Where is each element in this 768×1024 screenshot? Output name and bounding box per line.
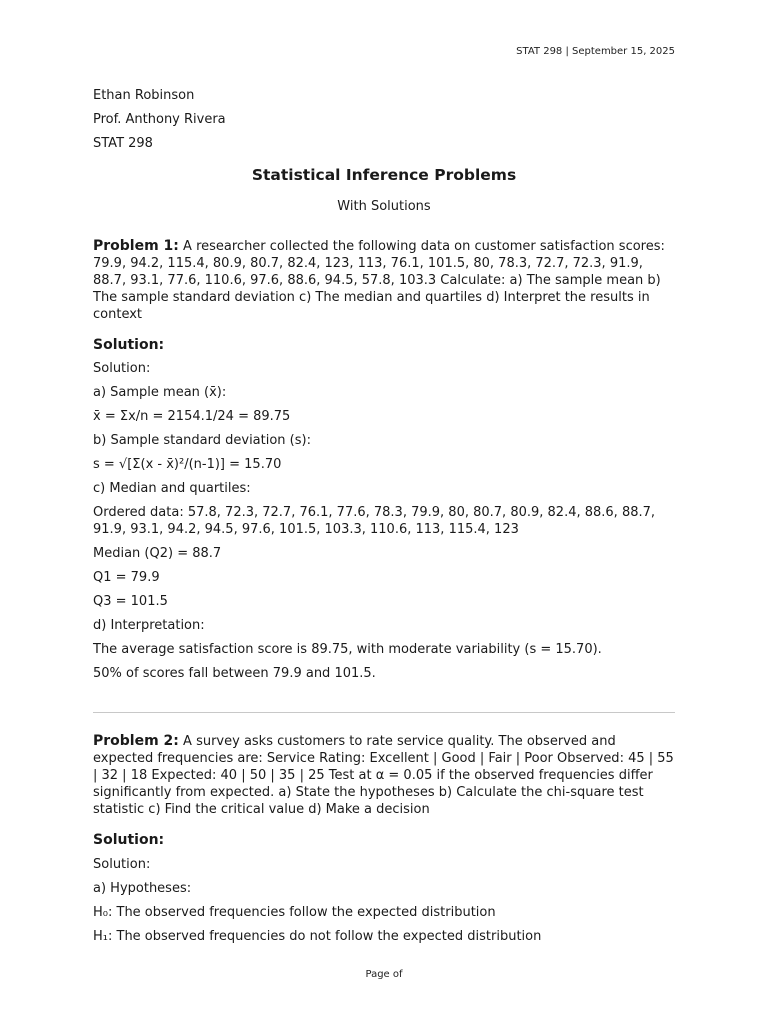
solution-line: a) Sample mean (x̄): [93,385,227,400]
solution-line: d) Interpretation: [93,617,205,633]
problem-1-solution-heading: Solution: [93,336,165,353]
course-name: STAT 298 [93,136,153,151]
problem-1-label: Problem 1: [93,237,179,254]
problem-2-text: A survey asks customers to rate service quality. The observed and expected frequencies are: Service Rating: Excellent | Good | Fair | Poor Observed: 45 | 55 | 32 | 18 Expected: 40 | 50 | 35 | 25 Test at α = 0.05 if the observed frequencies differ significantly from expected. a) State the hypotheses b) Calculate the chi-square test statistic c) Find the critical value d) Make a decision [93,734,674,817]
solution-line: H₀: The observed frequencies follow the expected distribution [93,904,496,920]
problem-2-label: Problem 2: [93,733,179,749]
solution-line: Solution: [93,361,151,376]
solution-line: Ordered data: 57.8, 72.3, 72.7, 76.1, 77.6, 78.3, 79.9, 80, 80.7, 80.9, 82.4, 88.6, 88.7, 91.9, 93.1, 94.2, 94.5, 97.6, 101.5, 103.3, 110.6, 113, 115.4, 123 [93,505,656,537]
solution-line: Q3 = 101.5 [93,593,168,609]
document-title: Statistical Inference Problems [251,165,517,184]
solution-line: The average satisfaction score is 89.75, with moderate variability (s = 15.70). [93,641,602,657]
problem-1-statement [93,238,675,323]
solution-line: a) Hypotheses: [93,880,192,896]
problem-2-statement [93,733,675,818]
document-subtitle: With Solutions [337,199,431,214]
solution-line: Solution: [93,856,151,872]
solution-line: Median (Q2) = 88.7 [93,545,222,561]
solution-line: Q1 = 79.9 [93,569,160,585]
solution-line: x̄ = Σx/n = 2154.1/24 = 89.75 [93,409,291,424]
running-header: STAT 298 | September 15, 2025 [516,46,675,57]
problem-1-solution [93,361,675,682]
document-body [93,88,675,953]
solution-line: c) Median and quartiles: [93,481,251,496]
problem-2-solution-heading: Solution: [93,832,165,848]
solution-line: b) Sample standard deviation (s): [93,433,311,448]
problem-2-solution [93,857,675,946]
problem-1-text: A researcher collected the following data on customer satisfaction scores: 79.9, 94.2, 115.4, 80.9, 80.7, 82.4, 123, 113, 76.1, 101.5, 80, 78.3, 72.7, 72.3, 91.9, 88.7, 93.1, 77.6, 110.6, 97.6, 88.6, 94.5, 57.8, 103.3 Calculate: a) The sample mean b) The sample standard deviation c) The median and quartiles d) Interpret the results in context [93,238,665,322]
solution-line: s = √[Σ(x - x̄)²/(n-1)] = 15.70 [93,457,282,472]
page-footer: Page of [365,969,403,980]
professor-name: Prof. Anthony Rivera [93,112,226,127]
solution-line: H₁: The observed frequencies do not follow the expected distribution [93,928,542,944]
student-name: Ethan Robinson [93,88,195,103]
author-block [93,88,675,153]
solution-line: 50% of scores fall between 79.9 and 101.5. [93,665,376,681]
section-divider [93,712,675,713]
